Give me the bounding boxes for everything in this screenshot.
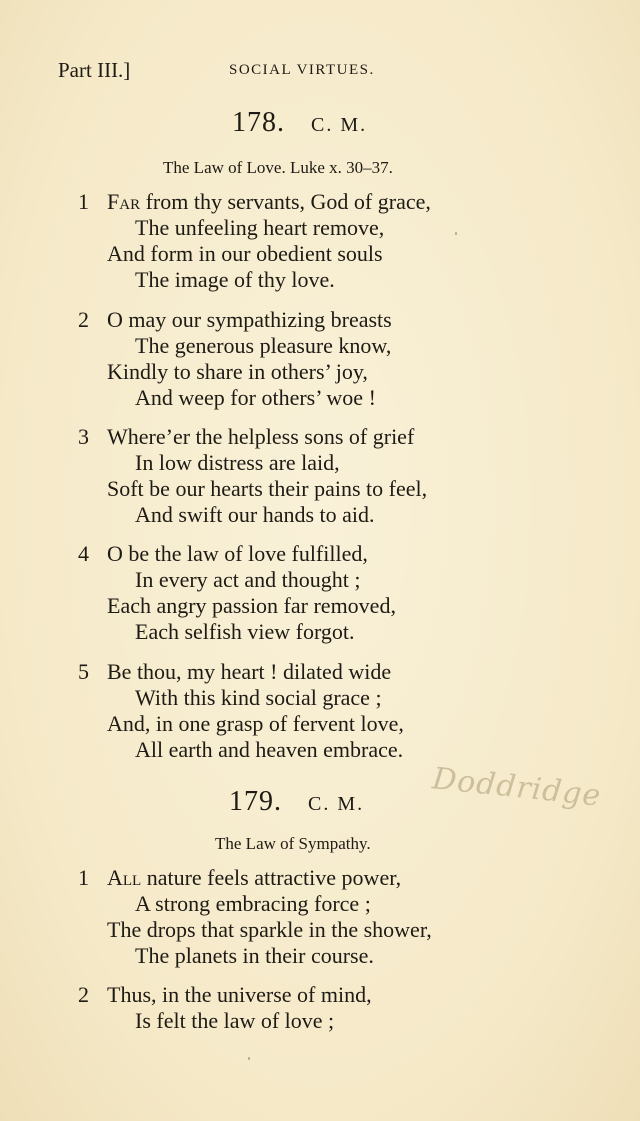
- hymn-178-subtitle: The Law of Love. Luke x. 30–37.: [163, 158, 393, 177]
- stanza-number: 3: [78, 424, 89, 449]
- verse-line: Is felt the law of love ;: [135, 1008, 335, 1033]
- stanza-first-word: All: [107, 865, 142, 890]
- verse-line: A strong embracing force ;: [135, 891, 371, 916]
- part-label: Part III.]: [58, 58, 131, 82]
- verse-line: The drops that sparkle in the shower,: [107, 917, 432, 942]
- hymn-number: 178.: [232, 107, 285, 138]
- paper-speck: [248, 1057, 250, 1060]
- verse-line: Be thou, my heart ! dilated wide: [107, 659, 392, 684]
- stanza-number: 1: [78, 865, 89, 890]
- stanza-number: 2: [78, 982, 89, 1007]
- verse-line: And weep for others’ woe !: [135, 385, 376, 410]
- hymn-number: 179.: [229, 786, 282, 817]
- verse-line: Where’er the helpless sons of grief: [107, 424, 415, 449]
- verse-line: All earth and heaven embrace.: [135, 737, 404, 762]
- verse-line: O be the law of love fulfilled,: [107, 541, 368, 566]
- verse-line: Soft be our hearts their pains to feel,: [107, 476, 428, 501]
- verse-line: And, in one grasp of fervent love,: [107, 711, 404, 736]
- handwritten-signature: Doddridge: [430, 761, 603, 814]
- stanza-number: 1: [78, 189, 89, 214]
- verse-line: nature feels attractive power,: [141, 865, 402, 890]
- verse-line: Thus, in the universe of mind,: [107, 982, 372, 1007]
- hymn-meter: C. M.: [308, 793, 365, 815]
- verse-line: In low distress are laid,: [135, 450, 340, 475]
- stanza-number: 4: [78, 541, 89, 566]
- verse-line: Each angry passion far removed,: [107, 593, 396, 618]
- verse-line: The image of thy love.: [135, 267, 335, 292]
- verse-line: Kindly to share in others’ joy,: [107, 359, 368, 384]
- verse-line: With this kind social grace ;: [135, 685, 382, 710]
- section-title: SOCIAL VIRTUES.: [229, 62, 375, 78]
- hymn-179-heading: [229, 786, 364, 818]
- paper-speck: [455, 232, 457, 235]
- verse-line: from thy servants, God of grace,: [140, 189, 431, 214]
- verse-line: Each selfish view forgot.: [135, 619, 355, 644]
- verse-line: And swift our hands to aid.: [135, 502, 375, 527]
- verse-line: In every act and thought ;: [135, 567, 361, 592]
- verse-line: The planets in their course.: [135, 943, 374, 968]
- stanza-first-word: Far: [107, 189, 141, 214]
- verse-line: The generous pleasure know,: [135, 333, 392, 358]
- verse-line: The unfeeling heart remove,: [135, 215, 385, 240]
- stanza-number: 2: [78, 307, 89, 332]
- hymn-179-subtitle: The Law of Sympathy.: [215, 834, 371, 853]
- stanza-number: 5: [78, 659, 89, 684]
- hymn-178-heading: [232, 107, 367, 139]
- hymn-meter: C. M.: [311, 114, 368, 136]
- running-head: [58, 58, 600, 88]
- verse-line: And form in our obedient souls: [107, 241, 383, 266]
- verse-line: O may our sympathizing breasts: [107, 307, 392, 332]
